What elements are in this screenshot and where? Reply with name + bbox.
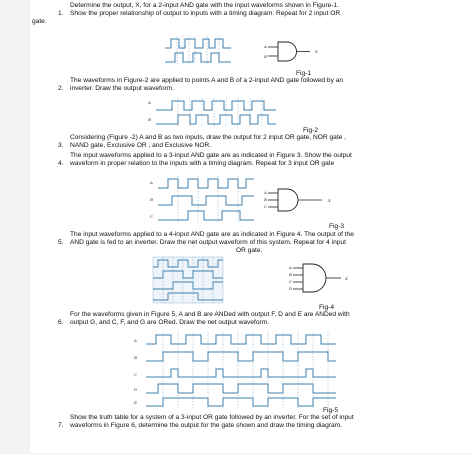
figure-2-diagram bbox=[148, 98, 298, 128]
question-2: 2. The waveforms in Figure-2 are applied to points A and B of a 2-input AND gate followed by an inverter. Draw the output waveform. bbox=[58, 77, 344, 92]
fig3-waveform-c bbox=[158, 211, 254, 220]
fig5-label-a: A bbox=[134, 338, 137, 343]
fig1-label-b: B bbox=[264, 54, 267, 59]
question-6-line-1: For the waveforms given in Figure 5, A and B are ANDed with output F, D and E are ANDed with bbox=[70, 311, 350, 318]
fig1-label-a: A bbox=[264, 44, 267, 49]
fig5-waveform-d bbox=[146, 384, 336, 393]
document-page bbox=[30, 0, 474, 453]
fig5-waveform-e bbox=[146, 398, 336, 406]
question-2-line-2: inverter. Draw the output waveform. bbox=[70, 85, 175, 92]
fig4-gate-label-c: C bbox=[289, 279, 293, 284]
fig3-label-c: C bbox=[150, 214, 154, 219]
fig5-waveform-a bbox=[146, 335, 336, 344]
question-4-line-1: The input waveforms applied to a 3-input AND gate are as indicated in Figure 3. Show the output bbox=[70, 152, 352, 159]
question-3-line-1: Considering (Figure -2) A and B as two inputs, draw the output for 2 input OR gate, NOR gate , bbox=[70, 134, 346, 141]
fig1-waveform-b bbox=[165, 53, 231, 62]
fig2-waveform-b bbox=[156, 115, 276, 124]
question-1-wrap: gate. bbox=[32, 18, 47, 25]
question-5-line-2: AND gate is fed to an inverter. Draw the net output waveform of this system. Repeat for 4 input bbox=[70, 239, 346, 246]
figure-2-label: Fig-2 bbox=[303, 127, 319, 134]
question-7: 7. Show the truth table for a system of a 3-input OR gate followed by an inverter. For the set of input waveforms in Figure 6, determine the output for the gate shown and draw the timing diagram. bbox=[58, 414, 354, 429]
fig3-label-a: A bbox=[150, 180, 153, 185]
fig3-waveform-a bbox=[158, 179, 254, 188]
fig2-waveform-a bbox=[156, 101, 276, 110]
question-7-line-1: Show the truth table for a system of a 3-input OR gate followed by an inverter. For the set of input bbox=[70, 414, 354, 421]
fig2-label-b: B bbox=[148, 117, 151, 122]
question-5-line-3: OR gate. bbox=[236, 247, 263, 254]
question-4-line-2: waveform in proper relation to the inputs with a timing diagram. Repeat for 3 input OR gate bbox=[70, 160, 335, 167]
question-5: 5. The input waveforms applied to a 4-input AND gate are as indicated in Figure 4. The output of the AND gate is fed to an inverter. Draw the net output waveform of this system. Repeat for 4 input OR gate. bbox=[58, 231, 354, 254]
fig5-waveform-b bbox=[146, 352, 336, 361]
question-3: 3. Considering (Figure -2) A and B as two inputs, draw the output for 2 input OR gate, NOR gate , NAND gate, Exclusive OR , and Exclusive NOR. bbox=[58, 134, 346, 149]
fig1-waveform-a bbox=[165, 39, 231, 48]
figure-3-label: Fig-3 bbox=[329, 223, 345, 230]
fig4-and-gate bbox=[303, 264, 326, 292]
question-3-line-2: NAND gate, Exclusive OR , and Exclusive NOR. bbox=[70, 142, 212, 149]
figure-1-label: Fig-1 bbox=[296, 70, 312, 77]
fig3-waveform-b bbox=[158, 196, 254, 205]
figure-5-diagram bbox=[128, 332, 358, 408]
fig5-label-b: B bbox=[134, 355, 137, 360]
figure-4-label: Fig-4 bbox=[319, 304, 335, 311]
fig2-label-a: A bbox=[148, 100, 151, 105]
fig3-label-b: B bbox=[150, 197, 153, 202]
fig1-label-x: X bbox=[315, 49, 318, 54]
fig4-gate-label-a: A bbox=[289, 265, 292, 270]
figure-1-diagram bbox=[165, 36, 355, 70]
fig4-gate-label-b: B bbox=[289, 272, 292, 277]
figure-5-label: Fig-5 bbox=[323, 407, 339, 414]
fig5-label-c: C bbox=[134, 372, 138, 377]
question-1: 1. Determine the output, X, for a 2-input AND gate with the input waveforms shown in Figure-1. Show the proper relationship of output to inputs with a timing diagram. Repeat for 2 input OR bbox=[58, 2, 341, 17]
question-1-line-2: Show the proper relationship of output to inputs with a timing diagram. Repeat for 2 input OR bbox=[70, 10, 341, 17]
fig5-label-e: E bbox=[134, 400, 137, 405]
question-1-line-1: Determine the output, X, for a 2-input AND gate with the input waveforms shown in Figure-1. bbox=[70, 2, 340, 9]
question-6: 6. For the waveforms given in Figure 5, A and B are ANDed with output F, D and E are ANDed with output G, and C, F, and G are ORed. Draw the net output waveform. bbox=[58, 311, 350, 326]
fig3-label-x: X bbox=[328, 198, 331, 203]
fig4-gate-label-d: D bbox=[289, 286, 293, 291]
figure-4-diagram bbox=[153, 257, 363, 305]
fig5-label-d: D bbox=[134, 387, 138, 392]
figure-3-diagram bbox=[148, 176, 358, 224]
fig3-and-gate bbox=[278, 189, 298, 211]
question-5-line-1: The input waveforms applied to a 4-input AND gate are as indicated in Figure 4. The output of the bbox=[70, 231, 354, 238]
question-7-line-2: waveforms in Figure 6, determine the output for the gate shown and draw the timing diagram. bbox=[70, 422, 342, 429]
question-2-line-1: The waveforms in Figure-2 are applied to points A and B of a 2-input AND gate followed by an bbox=[70, 77, 344, 84]
fig5-waveform-c bbox=[146, 369, 336, 377]
fig3-gate-label-a: A bbox=[264, 190, 267, 195]
fig3-gate-label-b: B bbox=[264, 197, 267, 202]
fig4-label-x: X bbox=[345, 276, 348, 281]
question-4: 4. The input waveforms applied to a 3-input AND gate are as indicated in Figure 3. Show the output waveform in proper relation to the inputs with a timing diagram. Repeat for 3 input OR gate bbox=[58, 152, 352, 167]
fig3-gate-label-c: C bbox=[264, 204, 268, 209]
question-6-line-2: output G, and C, F, and G are ORed. Draw the net output waveform. bbox=[70, 319, 270, 326]
fig1-and-gate bbox=[278, 42, 297, 61]
